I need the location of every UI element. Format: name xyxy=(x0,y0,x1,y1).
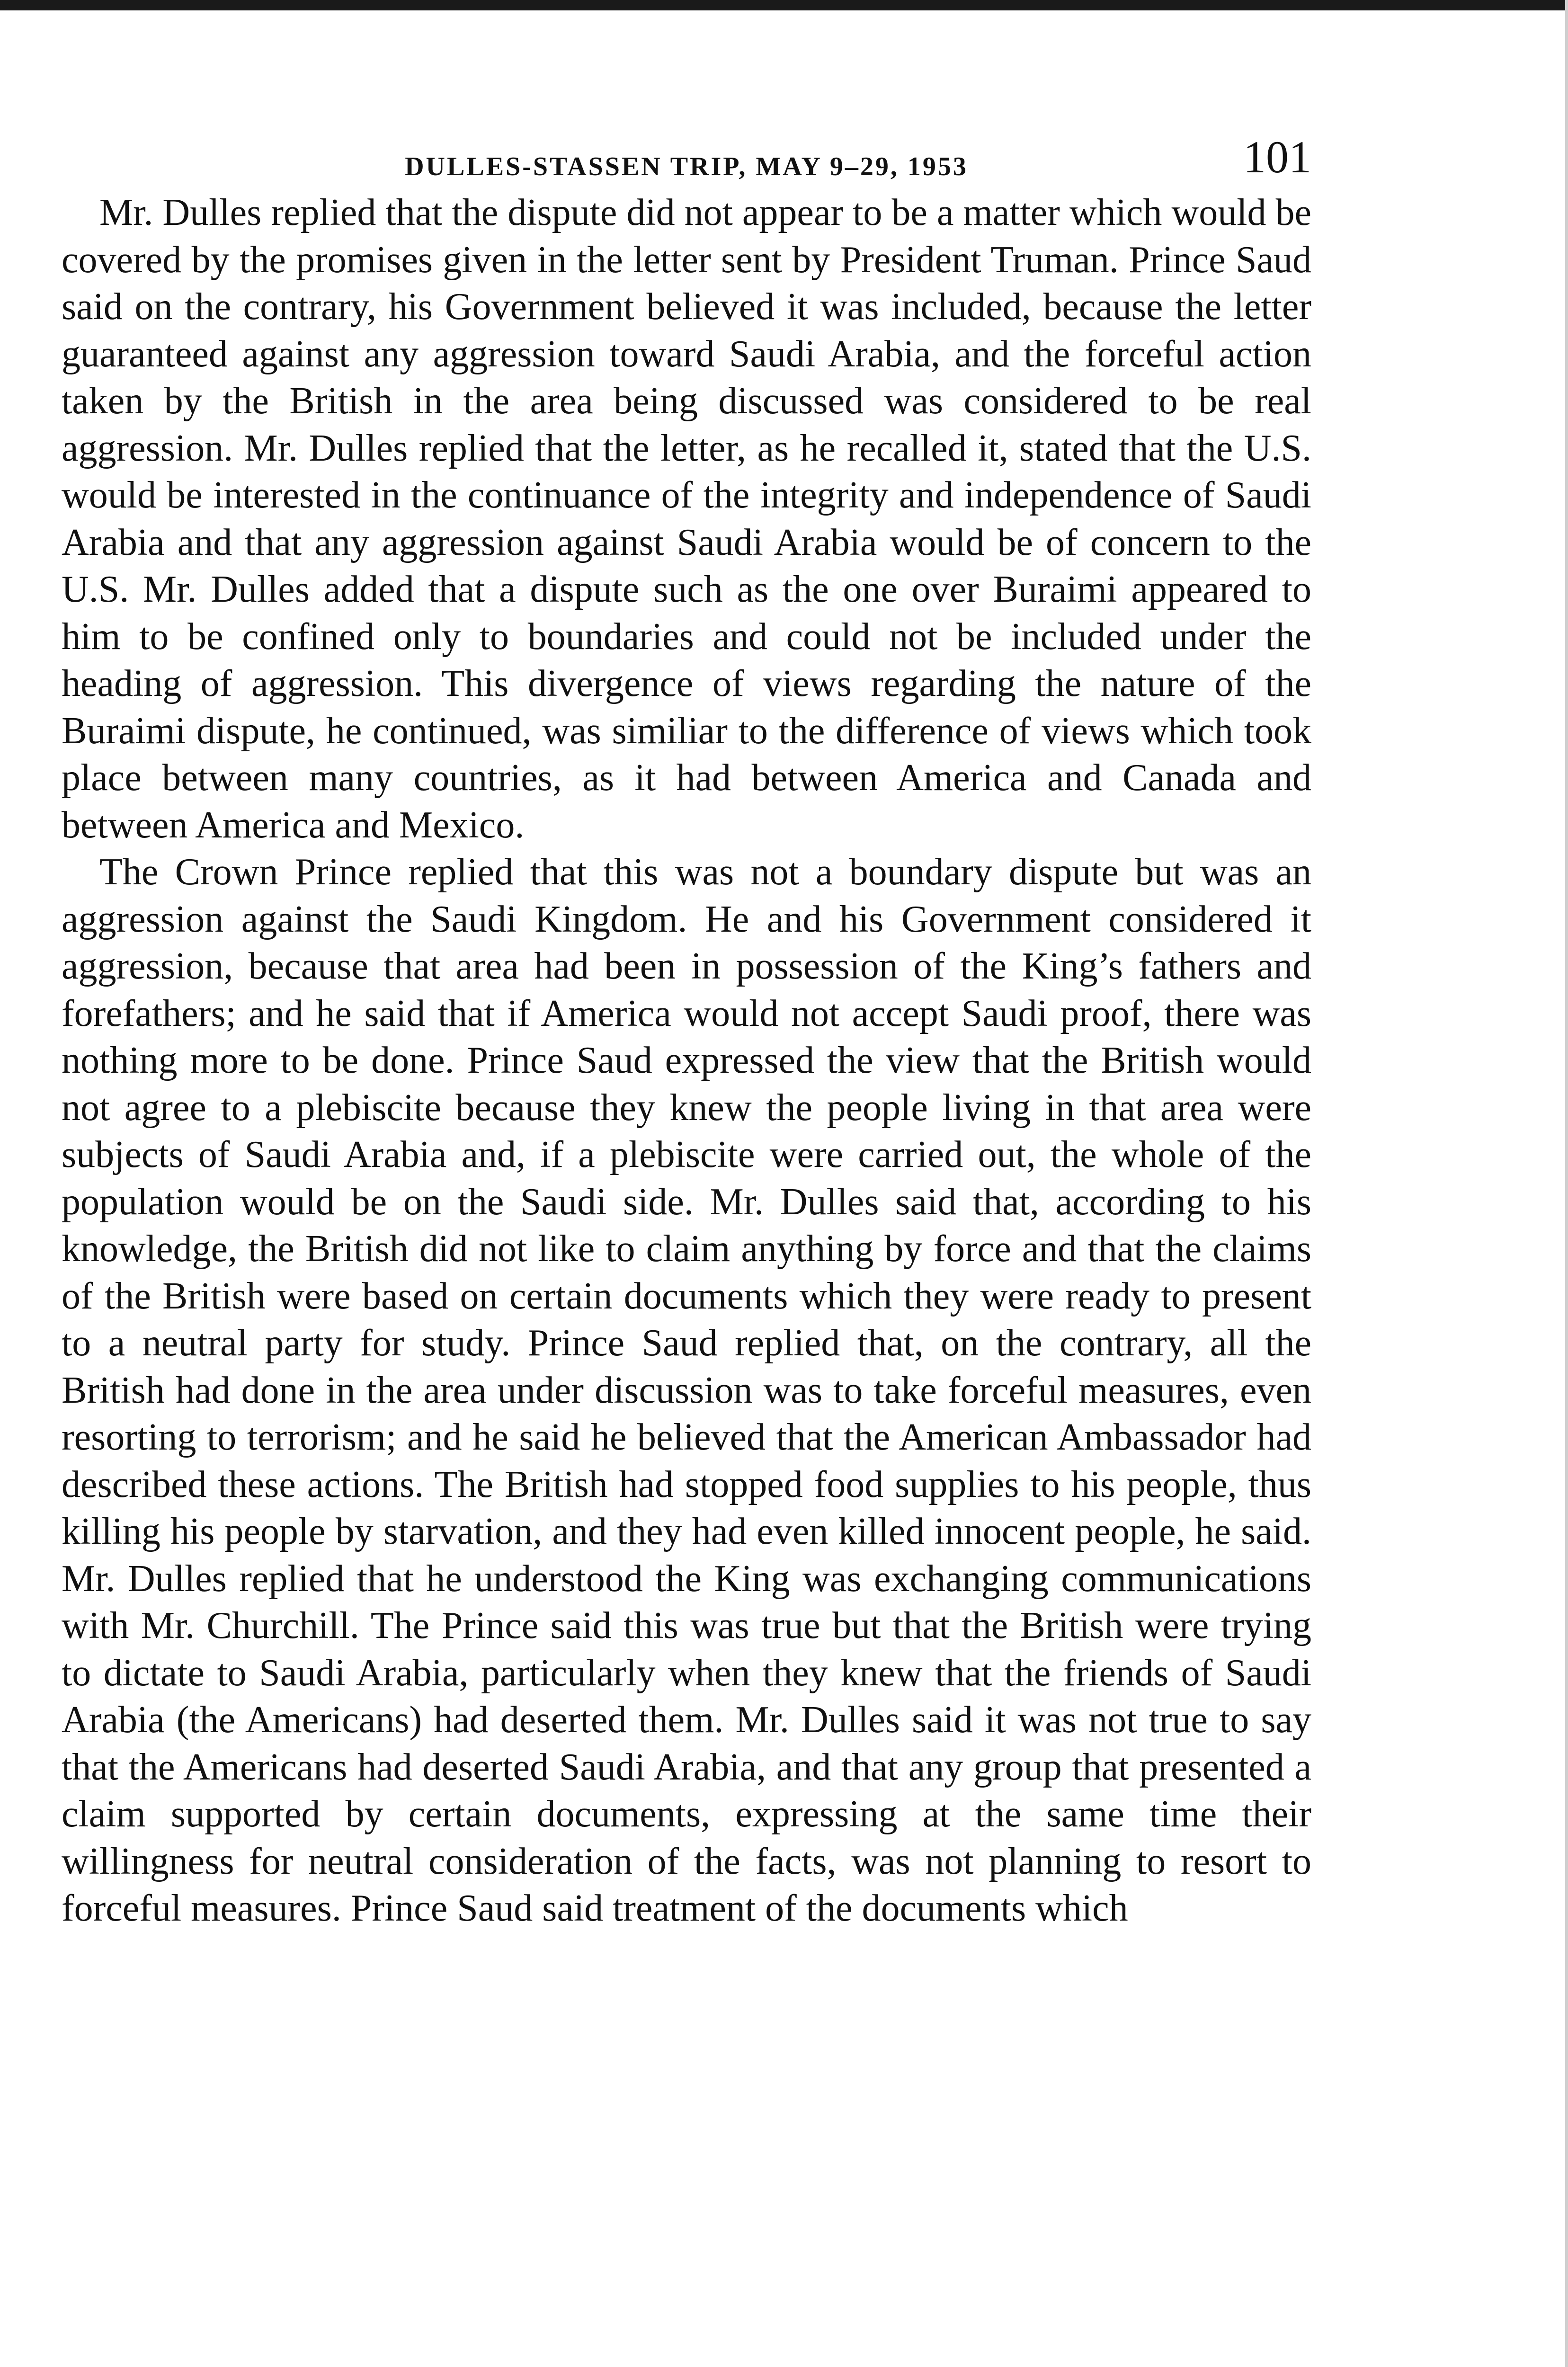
body-text xyxy=(62,189,1311,1932)
top-edge-rule xyxy=(0,0,1568,10)
page-number: 101 xyxy=(1243,132,1311,182)
page-edge-shadow xyxy=(1565,0,1568,2367)
paragraph-2: The Crown Prince replied that this was not a boundary dispute but was an aggression against the Saudi Kingdom. He and his Government considered it aggression, because that area had been in possession of the King’s fathers and forefathers; and he said that if America would not accept Saudi proof, there was nothing more to be done. Prince Saud expressed the view that the British would not agree to a plebiscite because they knew the people living in that area were subjects of Saudi Arabia and, if a plebiscite were carried out, the whole of the population would be on the Saudi side. Mr. Dulles said that, according to his knowledge, the British did not like to claim anything by force and that the claims of the British were based on certain documents which they were ready to present to a neutral party for study. Prince Saud replied that, on the contrary, all the British had done in the area under discussion was to take forceful measures, even resorting to terrorism; and he said he believed that the American Ambassador had described these actions. The British had stopped food supplies to his people, thus killing his people by starvation, and they had even killed innocent people, he said. Mr. Dulles replied that he understood the King was exchanging communications with Mr. Churchill. The Prince said this was true but that the British were trying to dictate to Saudi Arabia, particularly when they knew that the friends of Saudi Arabia (the Americans) had deserted them. Mr. Dulles said it was not true to say that the Americans had deserted Saudi Arabia, and that any group that presented a claim supported by certain documents, expressing at the same time their willingness for neutral consideration of the facts, was not planning to resort to forceful measures. Prince Saud said treatment of the documents which xyxy=(62,851,1311,1929)
paragraph-1: Mr. Dulles replied that the dispute did not appear to be a matter which would be covered by the promises given in the letter sent by President Truman. Prince Saud said on the contrary, his Government believed it was included, because the letter guaranteed against any aggression toward Saudi Arabia, and the forceful action taken by the British in the area being discussed was considered to be real aggression. Mr. Dulles replied that the letter, as he recalled it, stated that the U.S. would be interested in the continuance of the integrity and independence of Saudi Arabia and that any aggression against Saudi Arabia would be of concern to the U.S. Mr. Dulles added that a dispute such as the one over Buraimi appeared to him to be confined only to boundaries and could not be included under the heading of aggression. This divergence of views regarding the nature of the Buraimi dispute, he continued, was similiar to the difference of views which took place between many countries, as it had between America and Canada and between America and Mexico. xyxy=(62,192,1311,846)
running-head xyxy=(62,128,1311,189)
document-page xyxy=(62,128,1311,1932)
running-title: DULLES-STASSEN TRIP, MAY 9–29, 1953 xyxy=(405,152,968,181)
